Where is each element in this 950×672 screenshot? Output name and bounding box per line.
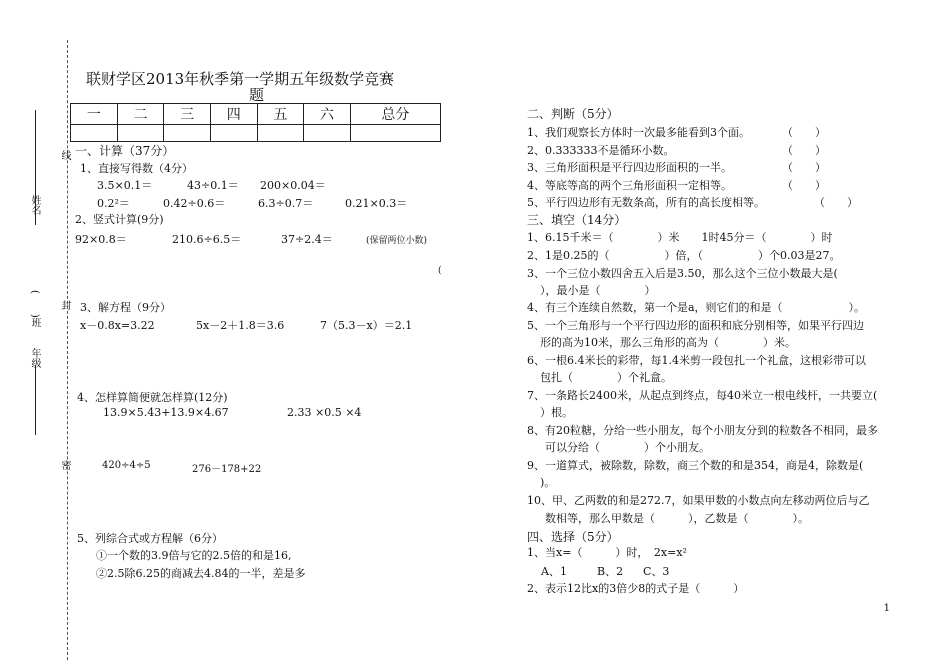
page-number: 1 bbox=[883, 603, 890, 614]
fill-item: 7、一条路长2400米，从起点到终点，每40米立一根电线杆，一共要立( bbox=[527, 389, 878, 402]
score-cell[interactable] bbox=[257, 125, 304, 142]
score-blank-row bbox=[71, 125, 441, 142]
q1-item: 200×0.04＝ bbox=[260, 179, 326, 192]
name-label: 姓名 bbox=[29, 195, 40, 215]
judge-answer-paren[interactable]: （ ） bbox=[814, 196, 858, 209]
class-label: ( )班 bbox=[29, 290, 40, 328]
q1-item: 6.3÷0.7＝ bbox=[258, 197, 314, 210]
mi-label: 密 bbox=[59, 460, 70, 470]
score-header-cell: 一 bbox=[71, 104, 118, 125]
q3-item: 5x－2＋1.8＝3.6 bbox=[196, 319, 285, 332]
choice-item: 2、表示12比x的3倍少8的式子是（ ） bbox=[527, 582, 745, 595]
choice-option: B、2 bbox=[597, 565, 624, 578]
fill-item: 2、1是0.25的（ ）倍，（ ）个0.03是27。 bbox=[527, 249, 841, 262]
score-header-cell: 总分 bbox=[350, 104, 440, 125]
judge-item: 3、三角形面积是平行四边形面积的一半。 bbox=[527, 161, 732, 174]
judge-item: 5、平行四边形有无数条高，所有的高长度相等。 bbox=[527, 196, 765, 209]
q5-item: ①一个数的3.9倍与它的2.5倍的和是16, bbox=[96, 549, 292, 562]
fill-item-cont: ）根。 bbox=[540, 406, 573, 419]
judge-answer-paren[interactable]: （ ） bbox=[782, 126, 826, 139]
exam-title-line1: 联财学区2013年秋季第一学期五年级数学竞赛 bbox=[86, 70, 395, 88]
choice-item: 1、当x=（ ）时， 2x=x² bbox=[527, 546, 687, 559]
choice-option: C、3 bbox=[643, 565, 670, 578]
q1-item: 0.21×0.3＝ bbox=[345, 197, 408, 210]
q4-title: 4、怎样算简便就怎样算(12分) bbox=[77, 391, 228, 404]
section3-title: 三、填空（14分） bbox=[527, 213, 627, 227]
section4-title: 四、选择（5分） bbox=[527, 530, 619, 544]
q2-note: (保留两位小数) bbox=[366, 236, 428, 246]
q5-title: 5、列综合式或方程解（6分） bbox=[77, 532, 223, 545]
grade-underline bbox=[35, 365, 36, 435]
score-cell[interactable] bbox=[164, 125, 211, 142]
fill-item: 3、一个三位小数四舍五入后是3.50，那么这个三位小数最大是( bbox=[527, 267, 838, 280]
fill-item: 9、一道算式，被除数，除数，商三个数的和是354，商是4，除数是( bbox=[527, 459, 864, 472]
score-cell[interactable] bbox=[210, 125, 257, 142]
q2-item: 210.6÷6.5＝ bbox=[172, 233, 242, 246]
paren-mark: ( bbox=[438, 266, 442, 276]
fill-item-cont: )。 bbox=[540, 476, 556, 489]
binding-dashed-line bbox=[67, 40, 68, 660]
fill-item: 6、一根6.4米长的彩带，每1.4米剪一段包扎一个礼盒，这根彩带可以 bbox=[527, 354, 866, 367]
fill-item: 5、一个三角形与一个平行四边形的面积和底分别相等，如果平行四边 bbox=[527, 319, 864, 332]
fill-item-cont: 包扎（ ）个礼盒。 bbox=[540, 371, 672, 384]
q3-title: 3、解方程（9分） bbox=[80, 301, 171, 314]
score-cell[interactable] bbox=[304, 125, 351, 142]
score-cell[interactable] bbox=[71, 125, 118, 142]
fill-item: 4、有三个连续自然数，第一个是a，则它们的和是（ ）。 bbox=[527, 301, 866, 314]
judge-item: 4、等底等高的两个三角形面积一定相等。 bbox=[527, 179, 732, 192]
score-cell[interactable] bbox=[117, 125, 164, 142]
score-header-row bbox=[71, 104, 441, 125]
judge-item: 1、我们观察长方体时一次最多能看到3个面。 bbox=[527, 126, 750, 139]
q4-item: 276－178+22 bbox=[192, 464, 262, 475]
fill-item-cont: ），最小是（ ） bbox=[540, 284, 656, 297]
fill-item-cont: 形的高为10米，那么三角形的高为（ ）米。 bbox=[540, 336, 796, 349]
judge-answer-paren[interactable]: （ ） bbox=[782, 179, 826, 192]
q4-item: 420÷4÷5 bbox=[102, 460, 151, 471]
fill-item: 10、甲、乙两数的和是272.7，如果甲数的小数点向左移动两位后与乙 bbox=[527, 494, 870, 507]
q1-item: 0.2²＝ bbox=[97, 197, 130, 210]
q5-item: ②2.5除6.25的商减去4.84的一半，差是多 bbox=[96, 567, 306, 580]
q2-item: 92×0.8＝ bbox=[75, 233, 127, 246]
judge-item: 2、0.333333不是循环小数。 bbox=[527, 144, 675, 157]
q3-item: x－0.8x=3.22 bbox=[80, 319, 155, 332]
score-header-cell: 六 bbox=[304, 104, 351, 125]
q4-item: 2.33 ×0.5 ×4 bbox=[287, 406, 362, 419]
grade-label: 年级 bbox=[29, 348, 40, 368]
xian-label: 线 bbox=[59, 150, 70, 160]
choice-option: A、1 bbox=[541, 565, 567, 578]
score-header-cell: 三 bbox=[164, 104, 211, 125]
feng-label: 封 bbox=[59, 300, 70, 310]
q2-item: 37÷2.4＝ bbox=[281, 233, 333, 246]
name-underline bbox=[35, 110, 36, 225]
score-header-cell: 五 bbox=[257, 104, 304, 125]
q2-title: 2、竖式计算(9分) bbox=[75, 213, 164, 226]
judge-answer-paren[interactable]: （ ） bbox=[782, 161, 826, 174]
q1-item: 0.42÷0.6＝ bbox=[163, 197, 226, 210]
fill-item-cont: 可以分给（ ）个小朋友。 bbox=[545, 441, 710, 454]
q1-item: 43÷0.1＝ bbox=[187, 179, 239, 192]
q3-item: 7（5.3－x）＝2.1 bbox=[320, 319, 413, 332]
judge-answer-paren[interactable]: （ ） bbox=[782, 144, 826, 157]
exam-title-line2: 题 bbox=[249, 86, 265, 104]
q1-title: 1、直接写得数（4分） bbox=[80, 162, 193, 175]
fill-item-cont: 数相等，那么甲数是（ ），乙数是（ ）。 bbox=[545, 512, 809, 525]
fill-item: 1、6.15千米＝（ ）米 1时45分＝（ ）时 bbox=[527, 231, 833, 244]
q1-item: 3.5×0.1＝ bbox=[97, 179, 153, 192]
section2-title: 二、判断（5分） bbox=[527, 107, 619, 121]
q4-item: 13.9×5.43+13.9×4.67 bbox=[103, 406, 229, 419]
score-table bbox=[70, 103, 441, 142]
fill-item: 8、有20粒糖，分给一些小朋友，每个小朋友分到的粒数各不相同，最多 bbox=[527, 424, 878, 437]
score-header-cell: 二 bbox=[117, 104, 164, 125]
score-header-cell: 四 bbox=[210, 104, 257, 125]
score-cell[interactable] bbox=[350, 125, 440, 142]
section1-title: 一、计算（37分） bbox=[75, 144, 175, 158]
